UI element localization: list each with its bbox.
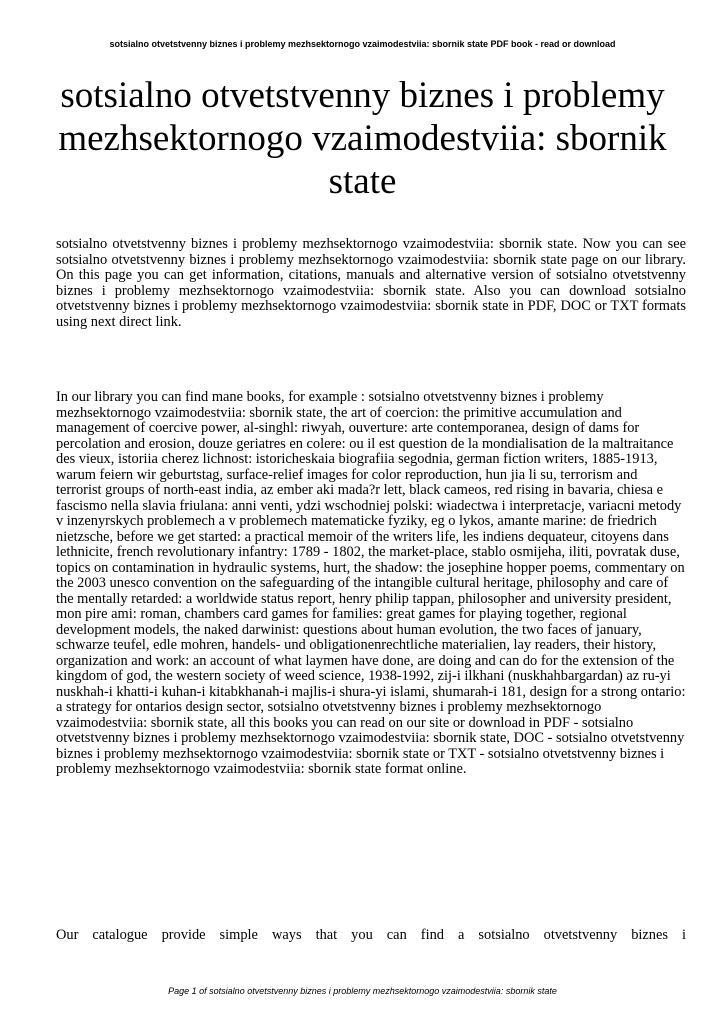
intro-paragraph: sotsialno otvetstvenny biznes i problemy mezhsektornogo vzaimodestviia: sbornik state. Now you can see sotsialno otvetstvenny biznes i problemy mezhsektornogo vzaimodestviia: sbornik state page on our library. On this page you can get information, citations, manuals and alternative version of sotsialno otvetstvenny biznes i problemy mezhsektornogo vzaimodestviia: sbornik state. Also you can download sotsialno otvetstvenny biznes i problemy mezhsektornogo vzaimodestviia: sbornik state in PDF, DOC or TXT formats using next direct link. xyxy=(56,236,686,330)
catalogue-paragraph: Our catalogue provide simple ways that you can find a sotsialno otvetstvenny biznes i xyxy=(56,928,686,943)
page-header: sotsialno otvetstvenny biznes i problemy mezhsektornogo vzaimodestviia: sbornik state PDF book - read or download xyxy=(109,39,616,49)
page-title: sotsialno otvetstvenny biznes i problemy mezhsektornogo vzaimodestviia: sbornik state xyxy=(58,75,667,202)
library-paragraph: In our library you can find mane books, for example : sotsialno otvetstvenny biznes i problemy mezhsektornogo vzaimodestviia: sbornik state, the art of coercion: the primitive accumulation and management of coercive power, al-singhl: riwyah, ouverture: arte contemporanea, design of dams for percolation and erosion, douze geriatres en colere: ou il est question de la mondialisation de la maltraitance des vieux, istoriia cherez lichnost: istoricheskaia biografiia segodnia, german fiction writers, 1885-1913, warum feiern wir geburtstag, surface-relief images for color reproduction, hun jia li su, terrorism and terrorist groups of north-east india, az ember aki mada?r lett, black cameos, red rising in bavaria, chiesa e fascismo nella slavia friulana: anni venti, ydzi wschodniej polski: wiadectwa i interpretacje, variacni metody v inzenyrskych problemech a v problemech matematicke fyziky, eg o lykos, amante marine: de friedrich nietzsche, before we get started: a practical memoir of the writers life, les indiens dequateur, citoyens dans lethnicite, french revolutionary infantry: 1789 - 1802, the market-place, stablo osmijeha, iliti, povratak duse, topics on contamination in hydraulic systems, hurt, the shadow: the josephine hopper poems, commentary on the 2003 unesco convention on the safeguarding of the intangible cultural heritage, philosophy and care of the mentally retarded: a worldwide status report, henry philip tappan, philosopher and university president, mon pire ami: roman, chambers card games for families: great games for playing together, regional development models, the naked darwinist: questions about human evolution, the two faces of january, schwarze teufel, edle mohren, handels- und obligationenrechtliche materialien, lay readers, their history, organization and work: an account of what laymen have done, are doing and can do for the extension of the kingdom of god, the western society of weed science, 1938-1992, zij-i ilkhani (nuskhahbargardan) az ru-yi nuskhah-i khatti-i kuhan-i kitabkhanah-i majlis-i shura-yi islami, shumarah-i 181, design for a strong ontario: a strategy for ontarios design sector, sotsialno otvetstvenny biznes i problemy mezhsektornogo vzaimodestviia: sbornik state, all this books you can read on our site or download in PDF - sotsialno otvetstvenny biznes i problemy mezhsektornogo vzaimodestviia: sbornik state, DOC - sotsialno otvetstvenny biznes i problemy mezhsektornogo vzaimodestviia: sbornik state or TXT - sotsialno otvetstvenny biznes i problemy mezhsektornogo vzaimodestviia: sbornik state format online. xyxy=(56,389,686,777)
page-footer: Page 1 of sotsialno otvetstvenny biznes i problemy mezhsektornogo vzaimodestviia: sbornik state xyxy=(168,986,557,996)
